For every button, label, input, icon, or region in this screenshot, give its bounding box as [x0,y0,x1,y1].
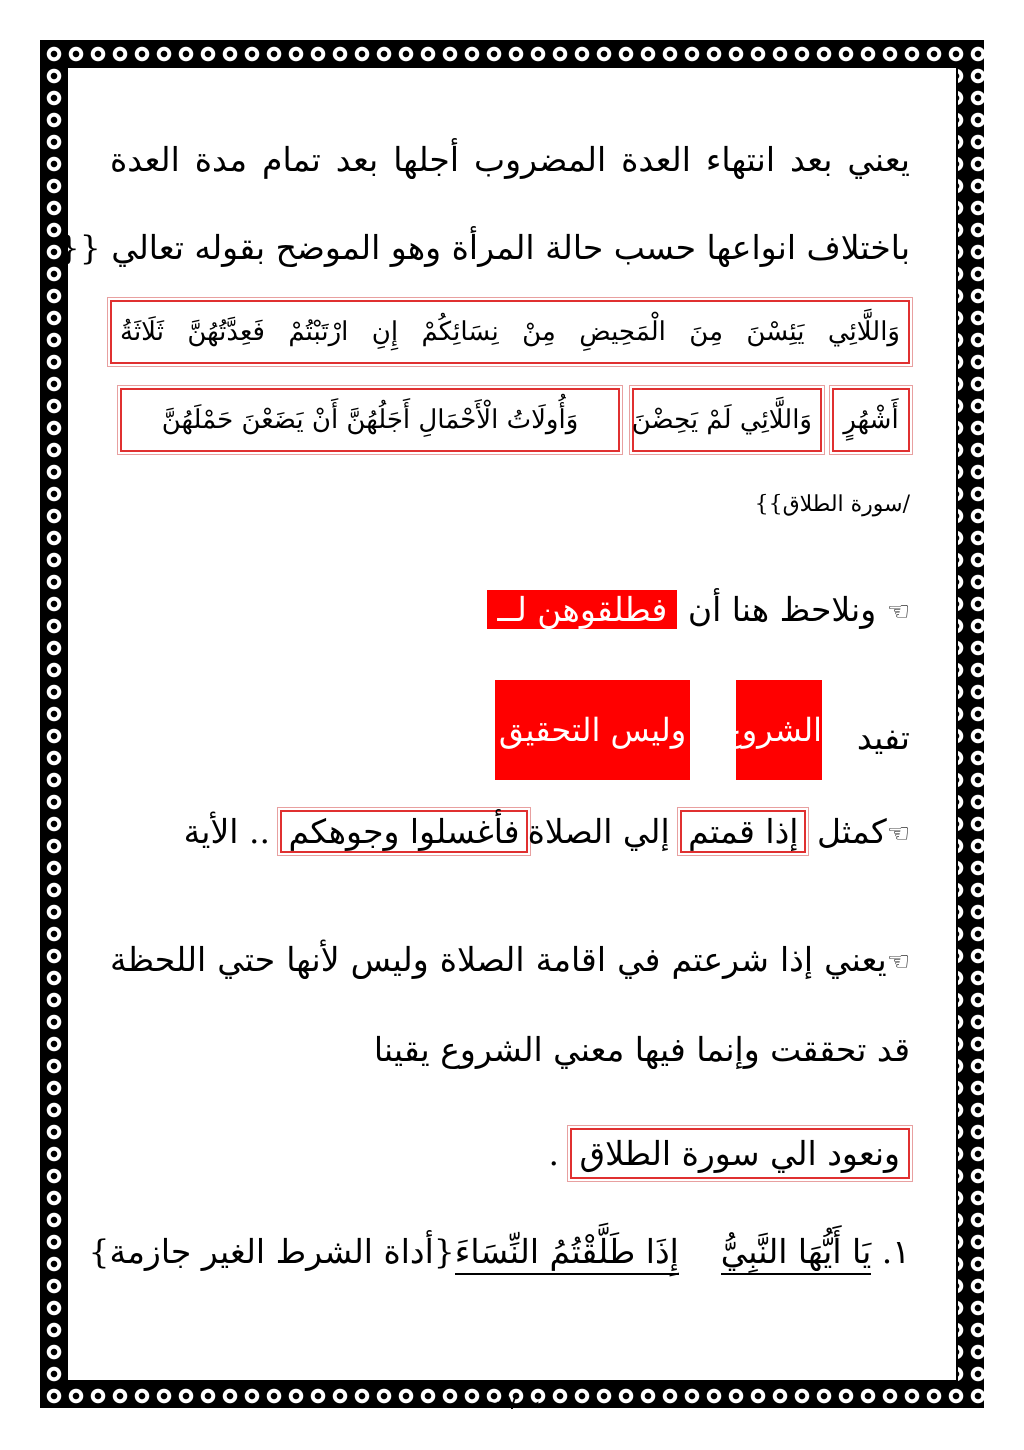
item-phrase-2: إِذَا طَلَّقْتُمُ النِّسَاءَ [455,1232,679,1275]
list-item-1 [89,1232,910,1271]
explanation-line-1 [110,940,910,979]
note-prefix: تفيد [856,718,910,757]
note-line-1 [487,590,910,629]
explanation-text-1: يعني إذا شرعتم في اقامة الصلاة وليس لأنها حتي اللحظة [110,940,887,979]
explanation-line-2: قد تحققت وإنما فيها معني الشروع يقينا [373,1030,910,1069]
pointing-hand-icon: ☜ [886,947,910,977]
paragraph-line-1: يعني بعد انتهاء العدة المضروب أجلها بعد تمام مدة العدة [110,140,910,179]
item-note: {أداة الشرط الغير جازمة} [88,1232,455,1271]
verse-box-pregnant: وَأُولَاتُ الْأَحْمَالِ أَجَلُهُنَّ أَنْ يَضَعْنَ حَمْلَهُنَّ [120,388,620,452]
item-phrase-1: يَا أَيُّهَا النَّبِيُّ [721,1232,871,1275]
verse-box-not-menstruated: وَاللَّائِي لَمْ يَحِضْنَ [632,388,822,452]
page-number: ~ ٧ ~ [483,1390,541,1414]
verse-source: /سورة الطلاق}} [754,492,910,517]
example-word-like: كمثل [816,812,887,851]
example-to-prayer: إلي الصلاة [527,812,670,851]
verse-line-1: وَاللَّائِي يَئِسْنَ مِنَ الْمَحِيضِ مِنْ نِسَائِكُمْ إِنِ ارْتَبْتُمْ فَعِدَّتُهُنَّ ثَلَاثَةُ [110,300,910,364]
pointing-hand-icon: ☜ [886,597,910,627]
note-text: ونلاحظ هنا أن [687,590,877,629]
boxed-return-to-surah: ونعود الي سورة الطلاق [570,1128,911,1179]
paragraph-line-2: باختلاف انواعها حسب حالة المرأة وهو الموضح بقوله تعالي {{ [58,228,910,267]
example-tail: .. الأية [183,812,270,851]
boxed-if-you-stand: إذا قمتم [680,810,806,853]
return-note-tail: . [548,1134,559,1173]
verse-box-months: أَشْهُرٍ [832,388,910,452]
item-number: ١. [881,1232,910,1271]
return-note [549,1128,911,1179]
highlight-not-realization: وليس التحقيق [495,680,690,780]
example-line [184,810,910,853]
boxed-wash-faces: فأغسلوا وجوهكم [280,810,527,853]
highlight-divorce-them: فطلقوهن لــ [487,590,677,629]
pointing-hand-icon: ☜ [886,819,910,849]
highlight-initiation: الشروع [736,680,822,780]
